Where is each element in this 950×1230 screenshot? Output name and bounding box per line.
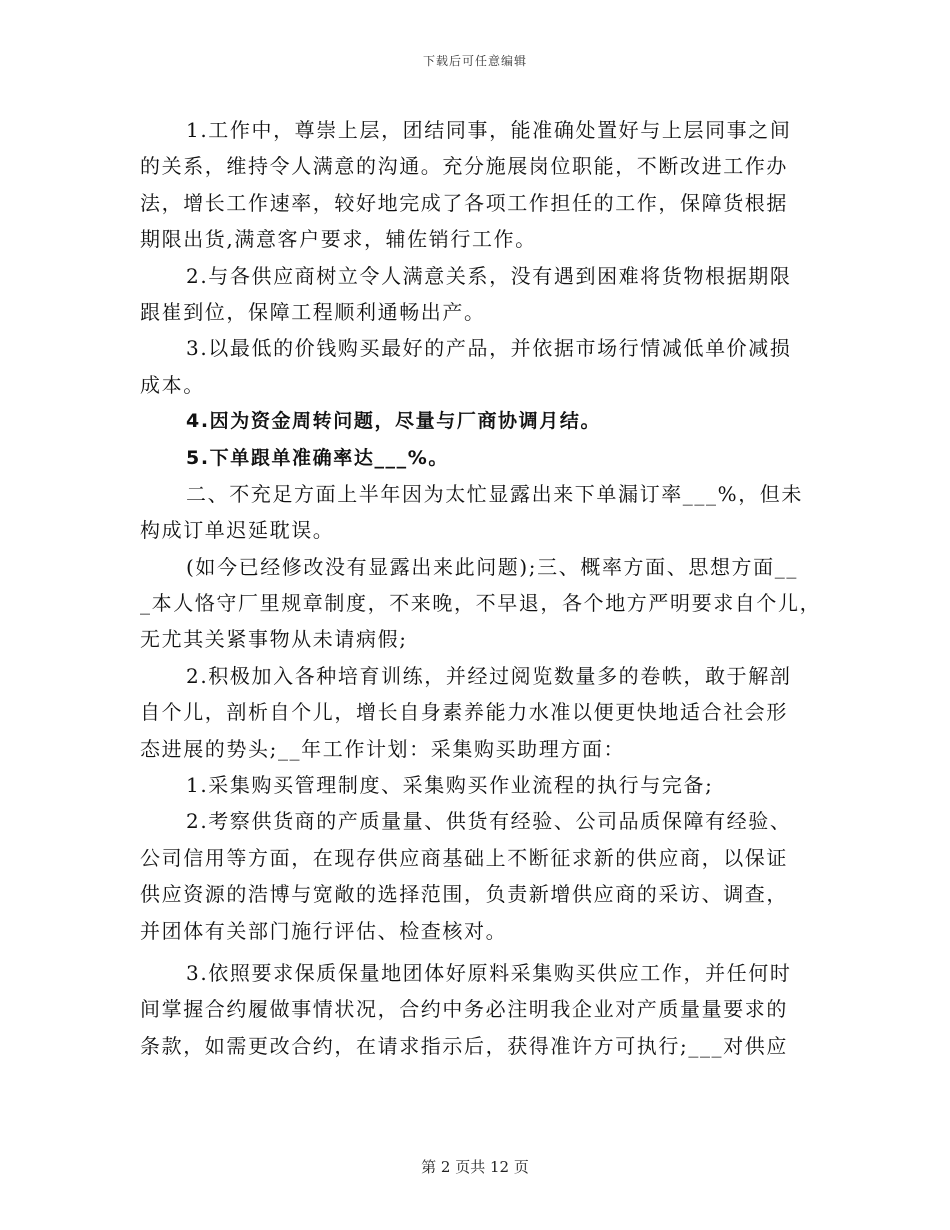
text-line: 公司信用等方面，在现存供应商基础上不断征求新的供应商，以保证 — [140, 845, 788, 870]
text-line: 无尤其关紧事物从未请病假; — [140, 627, 408, 652]
text-line: 1.采集购买管理制度、采集购买作业流程的执行与完备; — [186, 773, 714, 798]
page-footer: 第 2 页共 12 页 — [421, 1158, 529, 1176]
text-line: 4.因为资金周转问题，尽量与厂商协调月结。 — [186, 410, 602, 433]
text-line: _本人恪守厂里规章制度，不来晚，不早退，各个地方严明要求自个儿， — [140, 591, 822, 616]
text-line: 3.以最低的价钱购买最好的产品，并依据市场行情减低单价减损 — [186, 336, 792, 361]
text-line: 间掌握合约履做事情状况，合约中务必注明我企业对产质量量要求的 — [140, 997, 788, 1022]
text-line: 2.积极加入各种培育训练，并经过阅览数量多的卷帙，敢于解剖 — [186, 663, 792, 688]
page-header: 下载后可任意编辑 — [422, 54, 527, 68]
document-body — [140, 112, 822, 1064]
text-line: 2.与各供应商树立令人满意关系，没有遇到困难将货物根据期限 — [186, 263, 792, 288]
text-line: (如今已经修改没有显露出来此问题);三、概率方面、思想方面__ — [186, 554, 798, 579]
text-line: 二、不充足方面上半年因为太忙显露出来下单漏订率___%，但未 — [186, 481, 804, 506]
text-line: 供应资源的浩博与宽敞的选择范围，负责新增供应商的采访、调查， — [140, 882, 788, 907]
text-line: 法，增长工作速率，较好地完成了各项工作担任的工作，保障货根据 — [140, 190, 788, 215]
text-line: 期限出货,满意客户要求，辅佐销行工作。 — [140, 227, 537, 252]
text-line: 态进展的势头;__年工作计划：采集购买助理方面： — [140, 736, 626, 761]
text-line: 成本。 — [140, 372, 205, 397]
text-line: 构成订单迟延耽误。 — [140, 518, 335, 543]
text-line: 的关系，维持令人满意的沟通。充分施展岗位职能，不断改进工作办 — [140, 154, 788, 179]
text-line: 1.工作中，尊崇上层，团结同事，能准确处置好与上层同事之间 — [186, 118, 792, 142]
text-line: 3.依照要求保质保量地团体好原料采集购买供应工作，并任何时 — [186, 960, 792, 985]
text-line: 5.下单跟单准确率达___%。 — [186, 446, 449, 469]
text-line: 跟崔到位，保障工程顺利通畅出产。 — [140, 299, 486, 324]
text-line: 并团体有关部门施行评估、检查核对。 — [140, 918, 508, 943]
text-line: 2.考察供货商的产质量量、供货有经验、公司品质保障有经验、 — [186, 809, 792, 834]
text-line: 条款，如需更改合约，在请求指示后，获得准许方可执行;___对供应 — [140, 1033, 788, 1058]
text-line: 自个儿，剖析自个儿，增长自身素养能力水准以便更快地适合社会形 — [140, 700, 788, 725]
